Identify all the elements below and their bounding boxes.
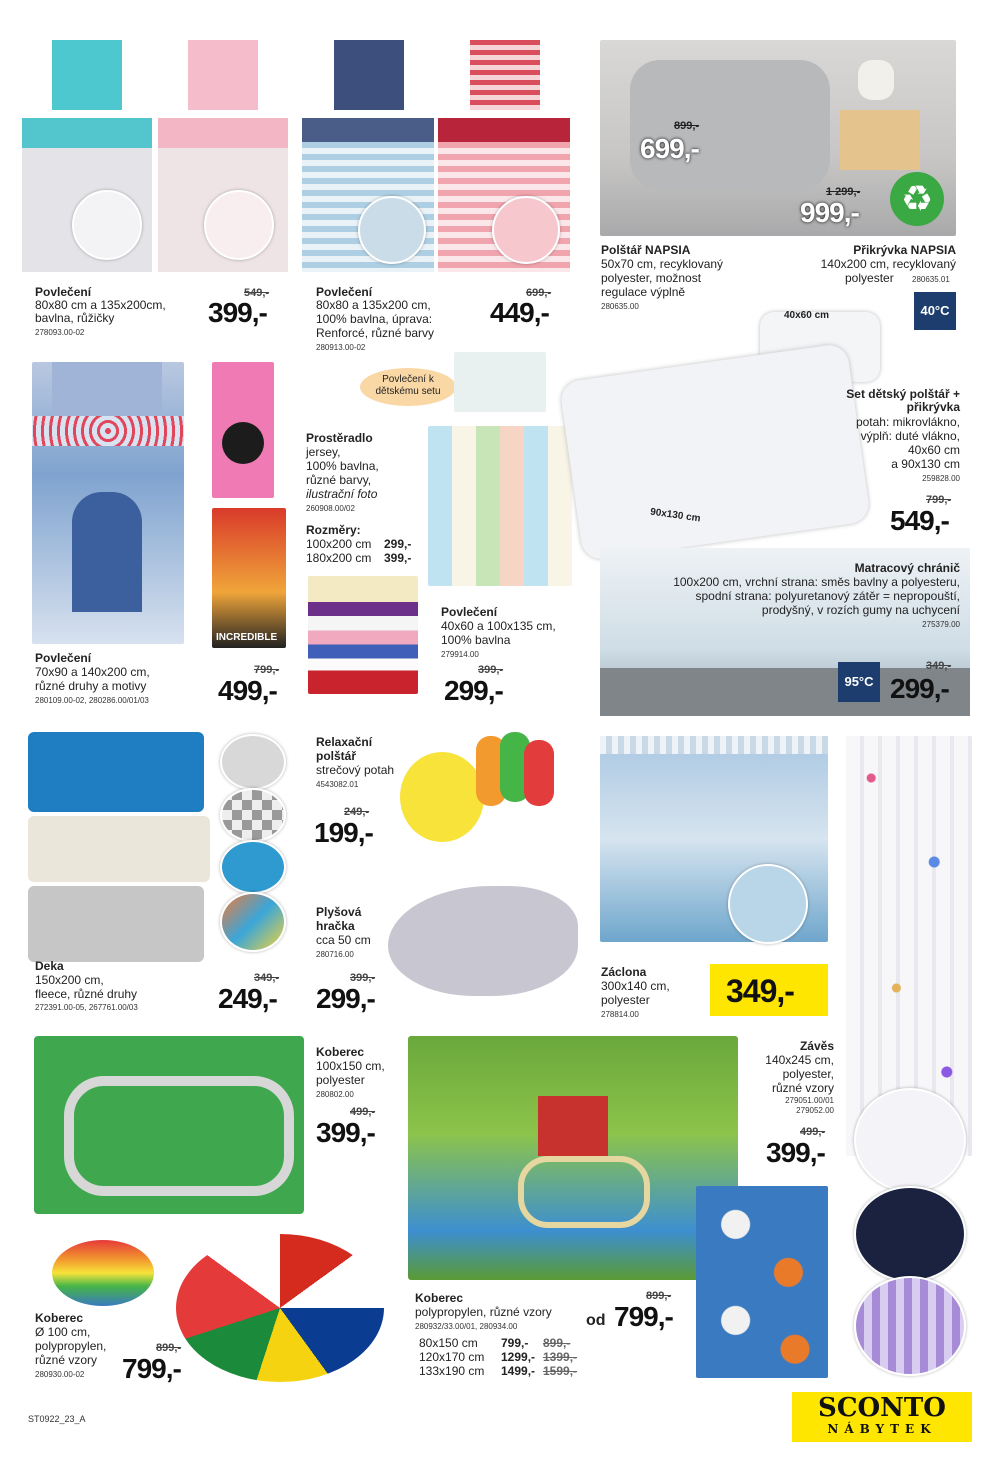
price-cell: 1299,- xyxy=(501,1350,536,1364)
size-label: 90x130 cm xyxy=(649,506,702,525)
product-code: 278814.00 xyxy=(601,1010,639,1019)
old-price-cell: 1399,- xyxy=(543,1350,578,1364)
price: 199,- xyxy=(314,817,373,848)
price: 799,- xyxy=(122,1353,181,1384)
old-price: 699,- xyxy=(526,287,552,299)
old-price: 499,- xyxy=(350,1106,376,1118)
rug-size-table xyxy=(419,1336,581,1378)
size-label: 40x60 cm xyxy=(784,310,830,321)
product-desc: 100% bavlna, xyxy=(306,459,379,473)
product-desc: 140x200 cm, recyklovaný xyxy=(820,257,956,271)
pattern-circle xyxy=(220,788,286,842)
product-desc: 100x150 cm, xyxy=(316,1059,385,1073)
price: 799,- xyxy=(614,1301,673,1332)
product-desc: 140x245 cm, xyxy=(765,1053,834,1067)
product-code: 280635.01 xyxy=(912,275,950,284)
size-label: 180x200 cm xyxy=(306,551,372,565)
old-price: 399,- xyxy=(350,972,376,984)
frozen-bedding-image xyxy=(32,362,184,644)
product-code: 280930.00-02 xyxy=(35,1370,85,1379)
curtain-image xyxy=(600,736,828,942)
bedding-teal-image xyxy=(22,40,152,272)
wash-temp-badge: 40°C xyxy=(914,292,956,330)
product-title: Koberec xyxy=(316,1045,365,1059)
price: 449,- xyxy=(490,297,549,328)
wash-temp-badge: 95°C xyxy=(838,662,880,702)
product-desc: ilustrační foto xyxy=(306,487,378,501)
product-title: Polštář NAPSIA xyxy=(601,243,691,257)
product-desc: polyester, xyxy=(782,1067,834,1081)
product-desc: 300x140 cm, xyxy=(601,979,670,993)
logo-subtitle: NÁBYTEK xyxy=(827,1422,937,1436)
product-title: Koberec xyxy=(35,1311,84,1325)
old-price: 349,- xyxy=(926,660,952,672)
product-title: Závěs xyxy=(799,1039,834,1053)
sizes-title: Rozměry: xyxy=(306,523,361,537)
pattern-circle xyxy=(220,840,286,894)
product-code: 280802.00 xyxy=(316,1090,354,1099)
product-code: 279052.00 xyxy=(796,1106,834,1115)
product-code: 260908.00/02 xyxy=(306,504,355,513)
recycle-icon: ♻ xyxy=(890,172,944,226)
product-code: 4543082.01 xyxy=(316,780,359,789)
product-desc: různé druhy a motivy xyxy=(35,679,147,693)
product-title: Plyšová xyxy=(316,905,362,919)
size-price: 299,- xyxy=(384,537,412,551)
bedding-dots-image xyxy=(302,40,434,272)
product-desc: 100x200 cm, vrchní strana: směs bavlny a polyesteru, xyxy=(673,575,960,589)
product-desc: polyester xyxy=(601,993,650,1007)
product-code: 280716.00 xyxy=(316,950,354,959)
kids-pillow-image xyxy=(454,352,546,412)
product-code: 259828.00 xyxy=(922,474,960,483)
size-cell: 80x150 cm xyxy=(419,1336,478,1350)
detail-circle xyxy=(72,190,142,260)
napsia-image xyxy=(600,40,956,236)
price: 399,- xyxy=(766,1137,825,1168)
price: 699,- xyxy=(640,133,699,164)
product-desc: polyester xyxy=(845,271,894,285)
incredibles-bedding-image xyxy=(212,508,286,648)
product-desc: 100% bavlna, úprava: xyxy=(316,312,433,326)
product-title: Koberec xyxy=(415,1291,464,1305)
price: 299,- xyxy=(444,675,503,706)
product-title: Deka xyxy=(35,959,64,973)
caterpillar-toy-image xyxy=(396,726,566,850)
kids-set-tag-label: Povlečení k dětskému setu xyxy=(375,374,441,397)
sconto-logo xyxy=(792,1392,972,1442)
detail-circle xyxy=(728,864,808,944)
old-price: 549,- xyxy=(244,287,270,299)
product-desc: potah: mikrovlákno, xyxy=(855,415,960,429)
product-code: 280109.00-02, 280286.00/01/03 xyxy=(35,696,149,705)
price: 349,- xyxy=(726,973,794,1009)
product-title: hračka xyxy=(316,919,355,933)
product-desc: fleece, různé druhy xyxy=(35,987,138,1001)
minnie-bedding-image xyxy=(212,362,274,498)
price-cell: 1499,- xyxy=(501,1364,536,1378)
table-row xyxy=(419,1364,581,1378)
product-desc: výplň: duté vlákno, xyxy=(860,429,960,443)
table-row xyxy=(419,1350,581,1364)
product-desc: a 90x130 cm xyxy=(891,457,960,471)
product-desc: cca 50 cm xyxy=(316,933,371,947)
product-desc: různé vzory xyxy=(35,1353,98,1367)
product-desc: 40x60 a 100x135 cm, xyxy=(441,619,556,633)
old-price: 499,- xyxy=(800,1126,826,1138)
product-desc: polyester, možnost xyxy=(601,271,702,285)
product-desc: spodní strana: polyuretanový zátěr = nepropouští, xyxy=(695,589,960,603)
product-code: 272391.00-05, 267761.00/03 xyxy=(35,1003,138,1012)
price: 299,- xyxy=(316,983,375,1014)
bedding-stripes-image xyxy=(438,40,570,272)
pattern-circle xyxy=(854,1088,966,1192)
old-price: 249,- xyxy=(344,806,370,818)
old-price-cell: 1599,- xyxy=(543,1364,578,1378)
size-price: 399,- xyxy=(384,551,412,565)
product-desc: 40x60 cm xyxy=(907,443,960,457)
farm-rug-image xyxy=(408,1036,738,1280)
product-desc: polypropylen, xyxy=(35,1339,107,1353)
logo-wordmark: SCONTO xyxy=(818,1393,946,1423)
price: 999,- xyxy=(800,197,859,228)
smiley-rug-image xyxy=(52,1240,154,1306)
product-desc: 150x200 cm, xyxy=(35,973,104,987)
product-title: Záclona xyxy=(601,965,647,979)
print-label: INCREDIBLE xyxy=(216,632,278,643)
product-code: 280913.00-02 xyxy=(316,343,366,352)
price-prefix: od xyxy=(586,1312,606,1329)
product-desc: Ø 100 cm, xyxy=(35,1325,91,1339)
old-price: 799,- xyxy=(254,664,280,676)
product-desc: různé barvy, xyxy=(306,473,372,487)
detail-circle xyxy=(492,196,560,264)
product-title: Relaxační xyxy=(316,735,373,749)
old-price: 1 299,- xyxy=(826,186,861,198)
price: 549,- xyxy=(890,505,949,536)
detail-circle xyxy=(204,190,274,260)
size-label: 100x200 cm xyxy=(306,537,372,551)
product-title: Povlečení xyxy=(35,285,92,299)
city-rug-image xyxy=(34,1036,304,1214)
detail-circle xyxy=(358,196,426,264)
product-desc: 70x90 a 140x200 cm, xyxy=(35,665,150,679)
pattern-circle xyxy=(220,892,286,952)
product-title: Povlečení xyxy=(35,651,92,665)
shark-toy-image xyxy=(388,856,586,1008)
product-desc: polypropylen, různé vzory xyxy=(415,1305,552,1319)
product-desc: 80x80 a 135x200 cm, xyxy=(316,298,431,312)
old-price: 899,- xyxy=(646,1290,672,1302)
product-code: 275379.00 xyxy=(922,620,960,629)
product-desc: 80x80 cm a 135x200cm, xyxy=(35,298,166,312)
old-price: 399,- xyxy=(478,664,504,676)
product-desc: prodyšný, v rozích gumy na uchycení xyxy=(761,603,960,617)
price: 399,- xyxy=(208,297,267,328)
table-row xyxy=(419,1336,581,1350)
product-desc: různé vzory xyxy=(771,1081,834,1095)
page-code: ST0922_23_A xyxy=(28,1414,86,1424)
product-code: 279051.00/01 xyxy=(785,1096,834,1105)
price: 299,- xyxy=(890,673,949,704)
sheets-stack-image xyxy=(308,576,418,694)
price: 499,- xyxy=(218,675,277,706)
product-title: Povlečení xyxy=(441,605,498,619)
price-cell: 799,- xyxy=(501,1336,529,1350)
pattern-circle xyxy=(220,734,286,790)
price: 399,- xyxy=(316,1117,375,1148)
product-desc: regulace výplně xyxy=(601,285,686,299)
pattern-circle xyxy=(854,1186,966,1282)
flags-rug-image xyxy=(176,1234,384,1382)
product-desc: 100% bavlna xyxy=(441,633,511,647)
old-price: 899,- xyxy=(156,1342,182,1354)
product-desc: strečový potah xyxy=(316,763,395,777)
kids-bedding-image xyxy=(428,426,572,586)
product-desc: Renforcé, různé barvy xyxy=(316,326,435,340)
old-price: 799,- xyxy=(926,494,952,506)
bedding-pink-image xyxy=(158,40,288,272)
product-code: 279914.00 xyxy=(441,650,479,659)
product-title: Set dětský polštář + přikrývka xyxy=(846,387,960,414)
old-price-cell: 899,- xyxy=(543,1336,571,1350)
blankets-image xyxy=(28,732,214,962)
product-title: Povlečení xyxy=(316,285,373,299)
product-title: polštář xyxy=(316,749,357,763)
size-cell: 120x170 cm xyxy=(419,1350,485,1364)
old-price: 899,- xyxy=(674,120,700,132)
price: 249,- xyxy=(218,983,277,1014)
product-desc: jersey, xyxy=(306,445,341,459)
product-title: Přikrývka NAPSIA xyxy=(853,243,956,257)
product-code: 280932/33.00/01, 280934.00 xyxy=(415,1322,518,1331)
product-desc: bavlna, růžičky xyxy=(35,311,115,325)
product-desc: 50x70 cm, recyklovaný xyxy=(601,257,724,271)
product-title: Matracový chránič xyxy=(854,561,960,575)
balls-rug-image xyxy=(696,1186,828,1378)
product-code: 278093.00-02 xyxy=(35,328,85,337)
product-desc: polyester xyxy=(316,1073,365,1087)
old-price: 349,- xyxy=(254,972,280,984)
product-code: 280635.00 xyxy=(601,302,639,311)
pattern-circle xyxy=(854,1276,966,1376)
size-cell: 133x190 cm xyxy=(419,1364,485,1378)
product-title: Prostěradlo xyxy=(306,431,373,445)
